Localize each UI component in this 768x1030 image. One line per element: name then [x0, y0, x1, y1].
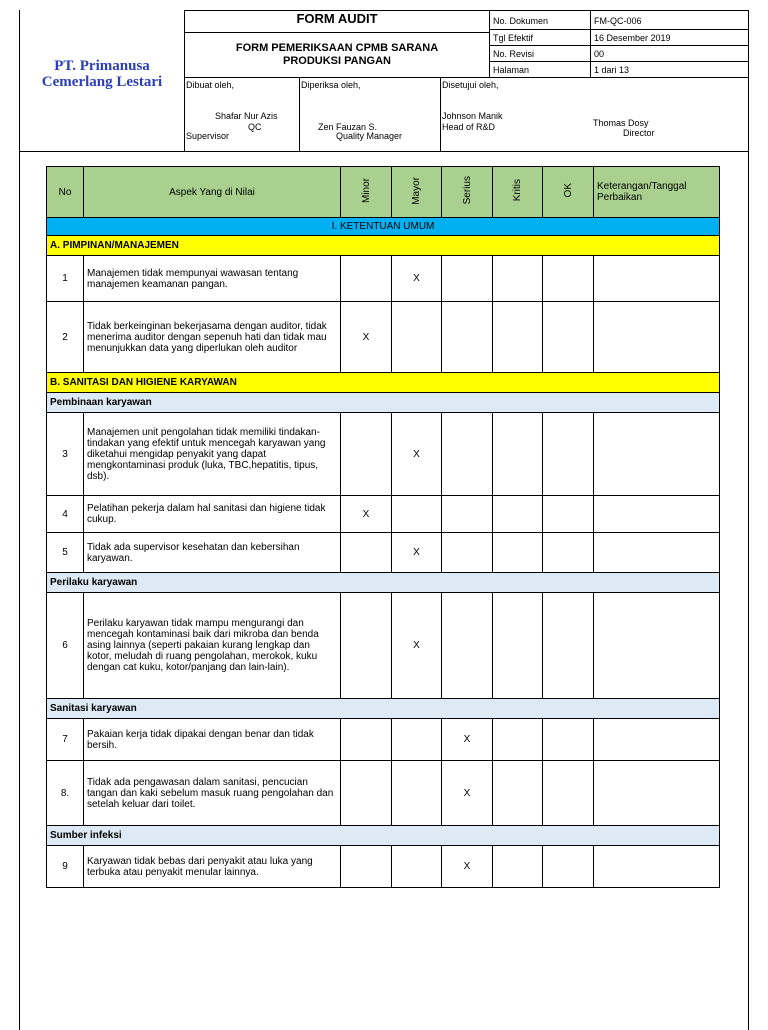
row-no: 9 [47, 846, 84, 888]
row-kritis [493, 719, 543, 761]
row-minor [341, 256, 392, 302]
row-serius [442, 533, 493, 573]
header-serius-label: Serius [461, 176, 473, 205]
row-kritis [493, 846, 543, 888]
row-mayor: X [392, 533, 442, 573]
row-kritis [493, 413, 543, 496]
page-value: 1 dari 13 [594, 65, 630, 75]
subsection-title: Perilaku karyawan [47, 573, 720, 593]
row-ok [543, 719, 594, 761]
header-line [489, 61, 749, 62]
header-minor-label: Minor [360, 177, 372, 203]
row-ok [543, 413, 594, 496]
row-notes [594, 846, 720, 888]
row-mayor [392, 719, 442, 761]
header-divider [19, 151, 749, 152]
header-serius [442, 167, 493, 218]
row-serius [442, 302, 493, 373]
header-line [184, 32, 489, 33]
row-minor: X [341, 302, 392, 373]
row-desc: Pakaian kerja tidak dipakai dengan benar dan tidak bersih. [84, 719, 341, 761]
header-mayor-label: Mayor [411, 176, 422, 205]
header-kritis [493, 167, 543, 218]
checked-by-label: Diperiksa oleh, [301, 80, 361, 90]
table-row [47, 593, 720, 699]
row-minor [341, 533, 392, 573]
row-serius: X [442, 719, 493, 761]
header-line [184, 77, 749, 78]
section-title: I. KETENTUAN UMUM [47, 218, 720, 236]
effective-date-label: Tgl Efektif [493, 33, 534, 43]
subsection-title: Sanitasi karyawan [47, 699, 720, 719]
row-no: 3 [47, 413, 84, 496]
row-ok [543, 256, 594, 302]
row-desc: Karyawan tidak bebas dari penyakit atau luka yang terbuka atau penyakit menular lainnya. [84, 846, 341, 888]
row-kritis [493, 496, 543, 533]
subsection-title: Pembinaan karyawan [47, 393, 720, 413]
header-minor [341, 167, 392, 218]
row-desc: Tidak ada supervisor kesehatan dan kebersihan karyawan. [84, 533, 341, 573]
header-aspect: Aspek Yang di Nilai [84, 167, 341, 218]
row-serius [442, 496, 493, 533]
group-title-b: B. SANITASI DAN HIGIENE KARYAWAN [47, 373, 720, 393]
row-mayor [392, 846, 442, 888]
table-header-row [47, 167, 720, 218]
row-no: 8. [47, 761, 84, 826]
subsection-row [47, 393, 720, 413]
row-no: 6 [47, 593, 84, 699]
row-minor [341, 413, 392, 496]
row-serius: X [442, 846, 493, 888]
row-minor [341, 846, 392, 888]
row-ok [543, 761, 594, 826]
table-row [47, 302, 720, 373]
table-row [47, 256, 720, 302]
checked-by-title: Quality Manager [336, 131, 403, 141]
subsection-row [47, 573, 720, 593]
row-serius: X [442, 761, 493, 826]
table-row [47, 846, 720, 888]
row-ok [543, 496, 594, 533]
page-label: Halaman [493, 65, 530, 75]
header-ok-label: OK [562, 183, 574, 198]
row-minor [341, 593, 392, 699]
table-row [47, 533, 720, 573]
row-notes [594, 533, 720, 573]
row-ok [543, 593, 594, 699]
table-row [47, 761, 720, 826]
header-line [299, 77, 300, 151]
row-kritis [493, 761, 543, 826]
row-kritis [493, 302, 543, 373]
row-mayor: X [392, 593, 442, 699]
row-notes [594, 413, 720, 496]
made-by-dept: QC [248, 122, 262, 132]
revision-label: No. Revisi [493, 49, 535, 59]
row-desc: Tidak berkeinginan bekerjasama dengan auditor, tidak menerima auditor dengan sepenuh hati dan tidak mau menunjukkan data yang diperlukan oleh auditor [84, 302, 341, 373]
header-mayor [392, 167, 442, 218]
header-line [590, 10, 591, 78]
row-desc: Perilaku karyawan tidak mampu mengurangi dan mencegah kontaminasi baik dari mikroba dan benda asing lainnya (seperti pakaian kurang lengkap dan kotor, meludah di ruang pengolahan, merokok, kuku dengan cat kuku, kotor/panjang dan lain-lain). [84, 593, 341, 699]
row-notes [594, 719, 720, 761]
row-serius [442, 413, 493, 496]
group-row [47, 373, 720, 393]
table-row [47, 496, 720, 533]
row-no: 1 [47, 256, 84, 302]
row-desc: Manajemen unit pengolahan tidak memiliki tindakan-tindakan yang efektif untuk mencegah karyawan yang diketahui mengidap penyakit yang dapat mengkontaminasi produk (luka, TBC,hepatitis, tipus, dsb). [84, 413, 341, 496]
row-ok [543, 302, 594, 373]
audit-table [46, 166, 720, 888]
row-notes [594, 761, 720, 826]
row-serius [442, 256, 493, 302]
doc-number-value: FM-QC-006 [594, 16, 642, 26]
header-kritis-label: Kritis [512, 179, 523, 202]
doc-number-label: No. Dokumen [493, 16, 549, 26]
row-minor [341, 761, 392, 826]
row-notes [594, 593, 720, 699]
made-by-title: Supervisor [186, 131, 230, 141]
group-title-a: A. PIMPINAN/MANAJEMEN [47, 236, 720, 256]
row-mayor [392, 761, 442, 826]
subsection-title: Sumber infeksi [47, 826, 720, 846]
form-subtitle-line2: PRODUKSI PANGAN [283, 55, 391, 67]
row-notes [594, 496, 720, 533]
row-minor: X [341, 496, 392, 533]
row-mayor: X [392, 256, 442, 302]
approver1-title: Head of R&D [442, 122, 496, 132]
subsection-row [47, 699, 720, 719]
row-no: 7 [47, 719, 84, 761]
company-name-line2: Cemerlang Lestari [41, 74, 163, 90]
row-ok [543, 846, 594, 888]
company-name [22, 58, 182, 90]
row-mayor: X [392, 413, 442, 496]
made-by-name: Shafar Nur Azis [215, 111, 278, 121]
approver2-title: Director [623, 128, 655, 138]
row-mayor [392, 302, 442, 373]
header-line [489, 10, 490, 78]
row-no: 2 [47, 302, 84, 373]
header-no: No [47, 167, 84, 218]
row-desc: Tidak ada pengawasan dalam sanitasi, pencucian tangan dan kaki sebelum masuk ruang pengolahan dan setelah keluar dari toilet. [84, 761, 341, 826]
row-ok [543, 533, 594, 573]
header-ok [543, 167, 594, 218]
table-row [47, 719, 720, 761]
approved-by-label: Disetujui oleh, [442, 80, 499, 90]
made-by-label: Dibuat oleh, [186, 80, 235, 90]
row-notes [594, 256, 720, 302]
checked-by-name: Zen Fauzan S. [318, 122, 378, 132]
row-mayor [392, 496, 442, 533]
company-name-line1: PT. Primanusa [54, 58, 150, 74]
row-kritis [493, 593, 543, 699]
form-subtitle-line1: FORM PEMERIKSAAN CPMB SARANA [235, 42, 439, 54]
section-row [47, 218, 720, 236]
table-row [47, 413, 720, 496]
row-serius [442, 593, 493, 699]
form-title: FORM AUDIT [296, 11, 378, 26]
revision-value: 00 [594, 49, 605, 59]
approver2-name: Thomas Dosy [593, 118, 649, 128]
row-minor [341, 719, 392, 761]
header-notes: Keterangan/Tanggal Perbaikan [594, 167, 720, 218]
subsection-row [47, 826, 720, 846]
form-subtitle [185, 42, 489, 68]
approver1-name: Johnson Manik [442, 111, 503, 121]
effective-date-value: 16 Desember 2019 [594, 33, 671, 43]
row-notes [594, 302, 720, 373]
row-desc: Pelatihan pekerja dalam hal sanitasi dan higiene tidak cukup. [84, 496, 341, 533]
row-no: 5 [47, 533, 84, 573]
group-row [47, 236, 720, 256]
row-desc: Manajemen tidak mempunyai wawasan tentang manajemen keamanan pangan. [84, 256, 341, 302]
row-no: 4 [47, 496, 84, 533]
header-line [440, 77, 441, 151]
header-line [489, 45, 749, 46]
row-kritis [493, 256, 543, 302]
header-line [489, 29, 749, 30]
row-kritis [493, 533, 543, 573]
